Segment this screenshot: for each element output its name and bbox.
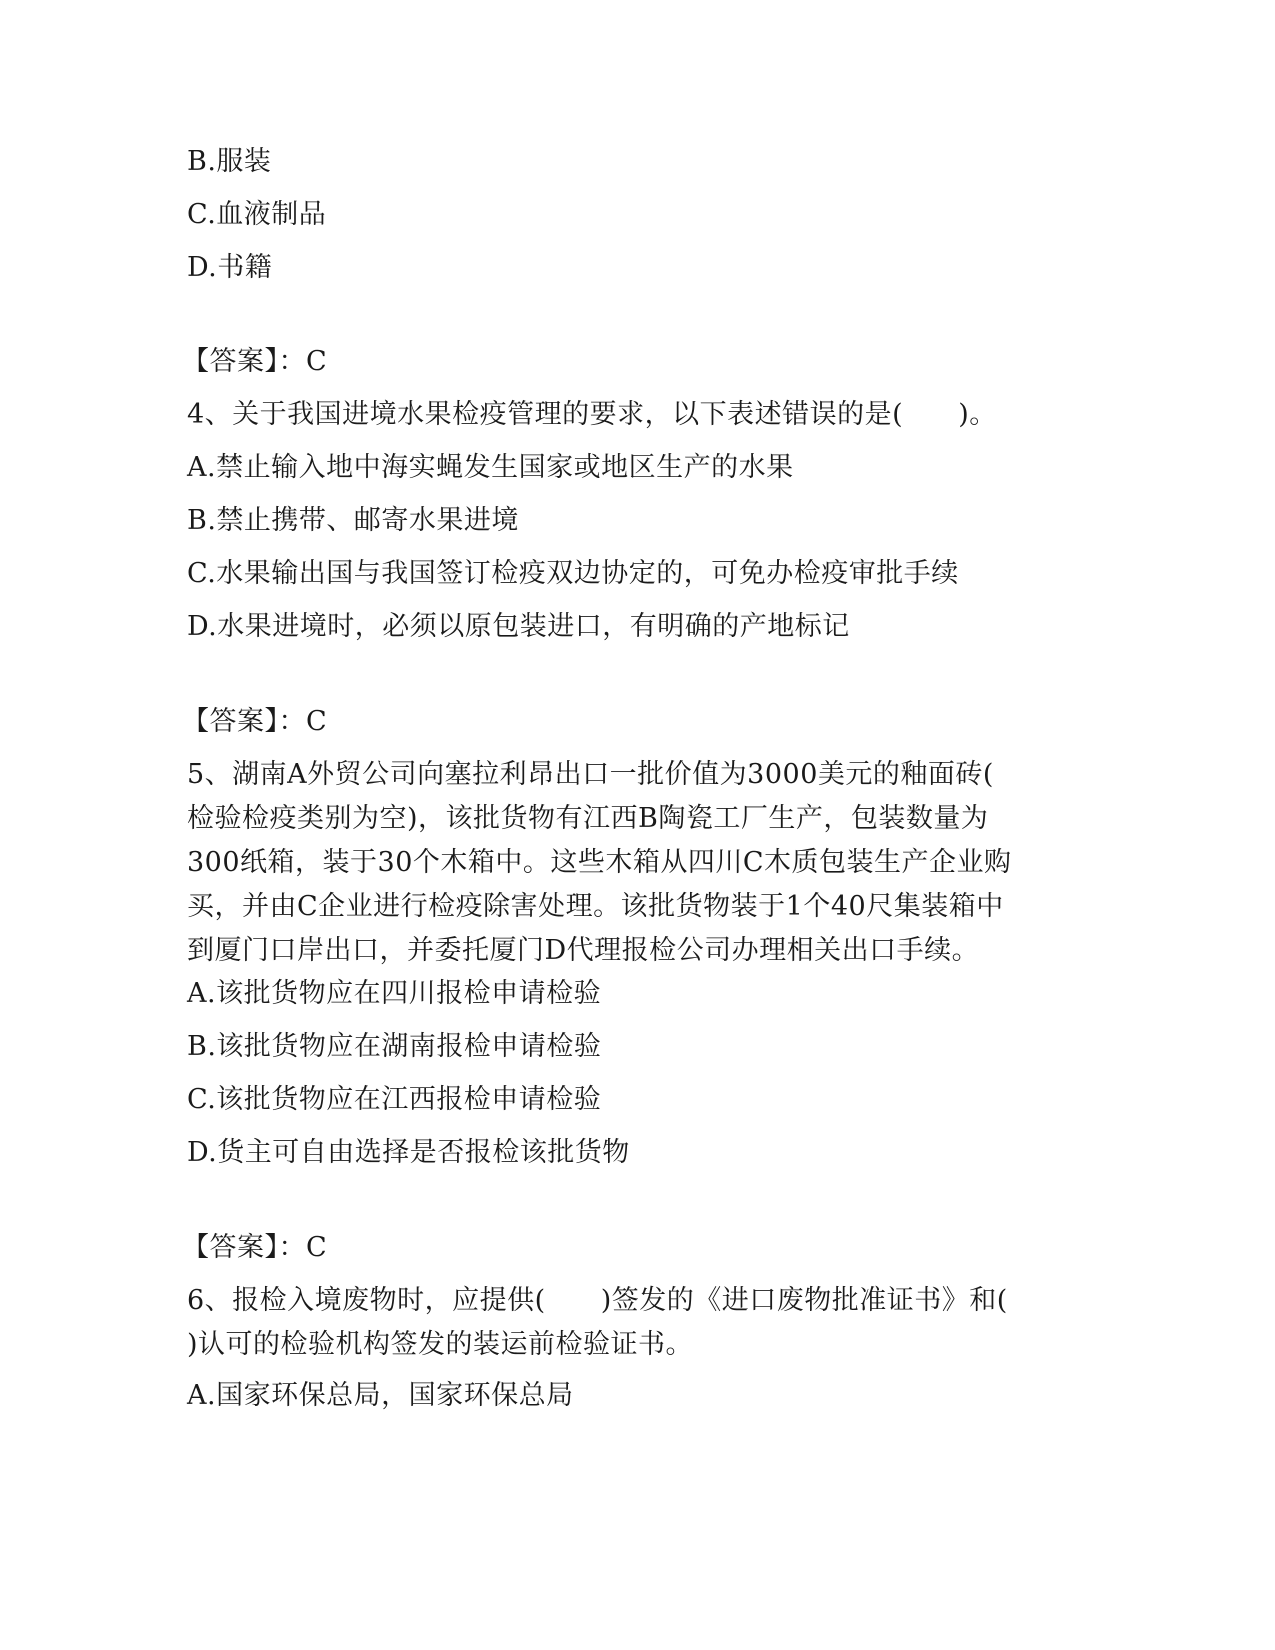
q4-option-d: D.水果进境时，必须以原包装进口，有明确的产地标记 bbox=[187, 611, 850, 642]
q6-stem-line: 6、报检入境废物时，应提供( )签发的《进口废物批准证书》和( bbox=[187, 1285, 1008, 1316]
q5-stem-line: 买，并由C企业进行检疫除害处理。该批货物装于1个40尺集装箱中 bbox=[187, 891, 1004, 922]
q5-stem-line: 到厦门口岸出口，并委托厦门D代理报检公司办理相关出口手续。 bbox=[187, 935, 980, 966]
q4-option-a: A.禁止输入地中海实蝇发生国家或地区生产的水果 bbox=[187, 452, 794, 483]
q5-stem-line: 300纸箱，装于30个木箱中。这些木箱从四川C木质包装生产企业购 bbox=[187, 847, 1012, 878]
q3-answer: 【答案】：C bbox=[182, 346, 328, 377]
q3-option-d: D.书籍 bbox=[187, 252, 273, 283]
q5-stem-line: 检验检疫类别为空)，该批货物有江西B陶瓷工厂生产，包装数量为 bbox=[187, 803, 989, 834]
q5-stem-line: 5、湖南A外贸公司向塞拉利昂出口一批价值为3000美元的釉面砖( bbox=[187, 759, 994, 790]
q3-option-c: C.血液制品 bbox=[187, 199, 327, 230]
q5-option-c: C.该批货物应在江西报检申请检验 bbox=[187, 1084, 602, 1115]
q5-option-d: D.货主可自由选择是否报检该批货物 bbox=[187, 1137, 630, 1168]
q5-option-b: B.该批货物应在湖南报检申请检验 bbox=[187, 1031, 602, 1062]
q4-option-b: B.禁止携带、邮寄水果进境 bbox=[187, 505, 519, 536]
q4-stem: 4、关于我国进境水果检疫管理的要求，以下表述错误的是( )。 bbox=[187, 399, 997, 430]
q6-option-a: A.国家环保总局，国家环保总局 bbox=[187, 1380, 574, 1411]
q4-option-c: C.水果输出国与我国签订检疫双边协定的，可免办检疫审批手续 bbox=[187, 558, 959, 589]
q6-stem bbox=[187, 1279, 1008, 1367]
q4-answer: 【答案】：C bbox=[182, 706, 328, 737]
q5-answer: 【答案】：C bbox=[182, 1232, 328, 1263]
q6-stem-line: )认可的检验机构签发的装运前检验证书。 bbox=[187, 1329, 694, 1360]
q5-stem bbox=[187, 753, 1012, 973]
q5-option-a: A.该批货物应在四川报检申请检验 bbox=[187, 978, 602, 1009]
q3-option-b: B.服装 bbox=[187, 146, 272, 177]
